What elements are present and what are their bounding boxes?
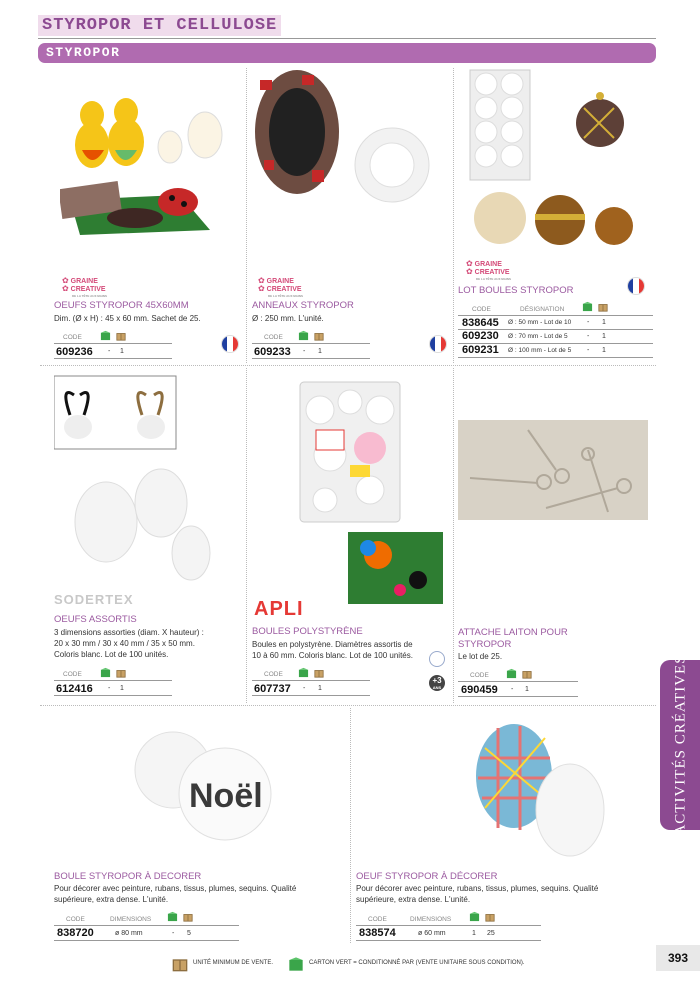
- product-description: Pour décorer avec peinture, rubans, tissus, plumes, sequins. Qualité: [54, 884, 297, 893]
- table-rule: [54, 940, 239, 941]
- product-description: 10 à 60 mm. Coloris blanc. Lot de 100 unités.: [252, 651, 413, 660]
- table-rule: [54, 343, 172, 344]
- code-header: CODE: [264, 671, 283, 678]
- green-carton-icon: [100, 667, 111, 678]
- row-divider: [40, 365, 656, 366]
- product-title: OEUFS STYROPOR 45X60MM: [54, 300, 189, 311]
- table-rule: [252, 680, 370, 681]
- product-description: Ø : 250 mm. L'unité.: [252, 314, 324, 323]
- unit-box-icon: [314, 668, 324, 678]
- brand-logo-sodertex: SODERTEX: [54, 592, 134, 607]
- green-carton-icon: [100, 330, 111, 341]
- table-rule: [458, 681, 578, 682]
- product-image-decorated-egg: [470, 718, 620, 863]
- table-rule: [252, 358, 370, 359]
- side-tab-label: ACTIVITÉS CRÉATIVES: [672, 654, 689, 836]
- product-qty: 1: [525, 686, 529, 693]
- product-image-polystyrene-balls: [290, 380, 450, 605]
- brand-logo-graine-creative: ✿ GRAINE ✿ CREATIVE DE LA TÊTE AUX MAINS: [466, 259, 511, 281]
- product-description: supérieure, extra dense. L'unité.: [54, 895, 169, 904]
- header-divider: [38, 38, 656, 39]
- table-rule: [252, 343, 370, 344]
- product-image-balls: [462, 68, 652, 253]
- product-code: 838574: [359, 927, 396, 939]
- product-qty: 1: [318, 348, 322, 355]
- qty-separator: -: [303, 685, 306, 692]
- product-code: 612416: [56, 683, 93, 695]
- brand-logo-graine-creative: ✿ GRAINE ✿ CREATIVE DE LA TÊTE AUX MAINS: [258, 276, 303, 298]
- table-rule: [54, 358, 172, 359]
- code-header: CODE: [470, 672, 489, 679]
- france-flag-icon: [221, 335, 239, 353]
- table-rule: [458, 357, 653, 358]
- page-title: STYROPOR ET CELLULOSE: [38, 15, 281, 36]
- product-description: supérieure, extra dense. L'unité.: [356, 895, 471, 904]
- product-description: 20 x 30 mm / 30 x 40 mm / 35 x 50 mm.: [54, 639, 195, 648]
- column-divider: [246, 68, 247, 363]
- product-qty: 1: [602, 319, 606, 326]
- product-qty: 1: [318, 685, 322, 692]
- column-divider: [453, 68, 454, 363]
- qty-separator: -: [172, 930, 175, 937]
- side-tab: [660, 654, 700, 836]
- dimensions-header: DIMENSIONS: [410, 916, 452, 923]
- product-title: ATTACHE LAITON POUR: [458, 627, 568, 638]
- qty-separator: -: [511, 686, 514, 693]
- table-rule: [54, 680, 172, 681]
- qty-separator: -: [587, 347, 590, 354]
- product-title: BOULES POLYSTYRÈNE: [252, 626, 363, 637]
- product-description: Boules en polystyrène. Diamètres assortis de: [252, 640, 413, 649]
- brand-logo-apli: APLI: [254, 598, 304, 620]
- unit-box-icon: [485, 912, 495, 922]
- product-image-eggs-chicks: [60, 90, 240, 240]
- unit-box-icon: [183, 912, 193, 922]
- table-rule: [54, 695, 172, 696]
- qty-separator: -: [587, 319, 590, 326]
- green-carton-icon: [298, 330, 309, 341]
- product-dimensions: ø 60 mm: [418, 930, 446, 937]
- product-designation: Ø : 50 mm - Lot de 10: [508, 319, 572, 326]
- france-flag-icon: [627, 277, 645, 295]
- code-header: CODE: [63, 334, 82, 341]
- column-divider: [350, 708, 351, 943]
- product-code: 690459: [461, 684, 498, 696]
- product-dimensions: ø 80 mm: [115, 930, 143, 937]
- table-rule: [356, 940, 541, 941]
- product-title: OEUFS ASSORTIS: [54, 614, 137, 625]
- brand-logo-graine-creative: ✿ GRAINE ✿ CREATIVE DE LA TÊTE AUX MAINS: [62, 276, 107, 298]
- product-title: OEUF STYROPOR À DÉCORER: [356, 871, 498, 882]
- row-divider: [40, 705, 656, 706]
- product-image-brass-pins: [458, 420, 648, 520]
- section-band: STYROPOR: [38, 43, 656, 63]
- product-title: STYROPOR: [458, 639, 512, 650]
- code-header: CODE: [264, 334, 283, 341]
- green-carton-icon: [469, 911, 480, 922]
- noel-lettering: Noël: [189, 777, 263, 815]
- product-qty: 25: [487, 930, 495, 937]
- green-carton-icon: [506, 668, 517, 679]
- green-carton-icon: [167, 911, 178, 922]
- product-code: 607737: [254, 683, 291, 695]
- product-qty: 5: [187, 930, 191, 937]
- product-code: 609236: [56, 346, 93, 358]
- green-carton-icon: [298, 667, 309, 678]
- product-description: Dim. (Ø x H) : 45 x 60 mm. Sachet de 25.: [54, 314, 201, 323]
- table-rule: [458, 315, 653, 316]
- unit-box-icon: [522, 669, 532, 679]
- qty-separator: -: [108, 685, 111, 692]
- code-header: CODE: [66, 916, 85, 923]
- table-rule: [458, 696, 578, 697]
- product-image-noel-ball: [125, 722, 285, 847]
- product-title: BOULE STYROPOR À DECORER: [54, 871, 202, 882]
- green-carton-icon: [582, 301, 593, 312]
- product-code: 838720: [57, 927, 94, 939]
- product-qty: 1: [120, 348, 124, 355]
- product-title: LOT BOULES STYROPOR: [458, 285, 574, 296]
- dimensions-header: DIMENSIONS: [110, 916, 152, 923]
- france-flag-icon: [429, 335, 447, 353]
- table-rule: [54, 925, 239, 926]
- product-qty: 1: [472, 930, 476, 937]
- code-header: CODE: [63, 671, 82, 678]
- product-title: ANNEAUX STYROPOR: [252, 300, 354, 311]
- qty-separator: -: [587, 333, 590, 340]
- unit-box-icon: [116, 331, 126, 341]
- qty-separator: -: [108, 348, 111, 355]
- product-designation: Ø : 70 mm - Lot de 5: [508, 333, 568, 340]
- table-rule: [356, 925, 541, 926]
- age-badge: +3 ANS: [429, 675, 445, 691]
- code-header: CODE: [368, 916, 387, 923]
- table-rule: [252, 695, 370, 696]
- product-code: 609230: [462, 330, 499, 342]
- unit-box-icon: [116, 668, 126, 678]
- product-description: Coloris blanc. Lot de 100 unités.: [54, 650, 169, 659]
- product-qty: 1: [602, 347, 606, 354]
- product-code: 838645: [462, 317, 499, 329]
- unit-box-icon: [172, 956, 188, 972]
- unit-box-icon: [598, 302, 608, 312]
- page-number: 393: [656, 945, 700, 971]
- footer-carton-legend: CARTON VERT = CONDITIONNÉ PAR (VENTE UNITAIRE SOUS CONDITION).: [309, 960, 525, 966]
- product-qty: 1: [602, 333, 606, 340]
- product-image-assorted-eggs: [54, 375, 234, 585]
- designation-header: DÉSIGNATION: [520, 306, 565, 313]
- unit-box-icon: [314, 331, 324, 341]
- product-description: Le lot de 25.: [458, 652, 503, 661]
- product-description: Pour décorer avec peinture, rubans, tissus, plumes, sequins. Qualité: [356, 884, 599, 893]
- washable-icon: [429, 651, 445, 667]
- qty-separator: -: [303, 348, 306, 355]
- column-divider: [246, 368, 247, 703]
- code-header: CODE: [472, 306, 491, 313]
- product-description: 3 dimensions assorties (diam. X hauteur) :: [54, 628, 204, 637]
- product-designation: Ø : 100 mm - Lot de 5: [508, 347, 572, 354]
- footer-unit-legend: UNITÉ MINIMUM DE VENTE.: [193, 960, 274, 966]
- product-image-rings: [252, 70, 442, 230]
- product-code: 609233: [254, 346, 291, 358]
- green-carton-icon: [288, 956, 304, 972]
- column-divider: [453, 368, 454, 703]
- product-code: 609231: [462, 344, 499, 356]
- product-qty: 1: [120, 685, 124, 692]
